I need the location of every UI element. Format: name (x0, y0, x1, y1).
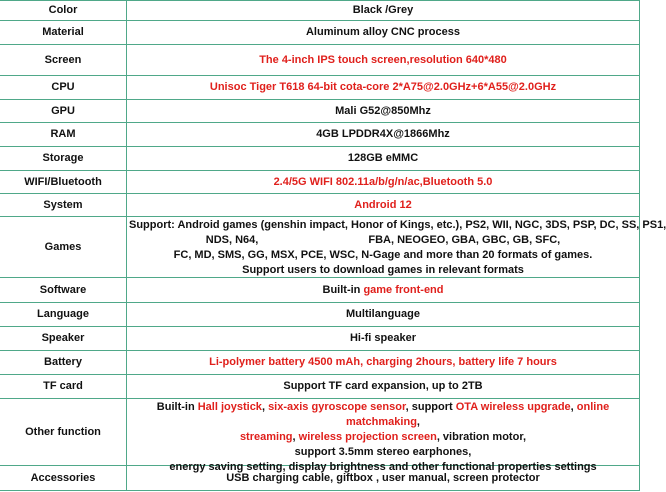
highlighted-text: streaming (239, 430, 293, 443)
text: , (261, 400, 269, 413)
text: Support TF card expansion, up to 2TB (283, 380, 483, 392)
highlighted-text: game front-end (363, 283, 444, 296)
spec-value-line (129, 25, 637, 40)
spec-value (127, 303, 640, 327)
text: , (292, 430, 299, 443)
spec-value (127, 399, 640, 473)
spec-row (0, 399, 640, 466)
spec-row (0, 76, 640, 100)
spec-value-line (129, 151, 637, 166)
text: energy saving setting, display brightness and other functional properties settings (169, 460, 597, 473)
spec-label: Games (0, 217, 127, 278)
text: support 3.5mm stereo earphones, (294, 445, 472, 458)
spec-row (0, 278, 640, 303)
spec-value-line (129, 430, 637, 445)
spec-label: Storage (0, 147, 127, 171)
spec-row (0, 194, 640, 217)
spec-value (127, 194, 640, 217)
highlighted-text: six-axis gyroscope sensor (268, 400, 406, 413)
text: Support users to download games in relevant formats (242, 263, 524, 276)
spec-value-line (129, 53, 637, 68)
highlighted-text: Android 12 (354, 198, 412, 211)
spec-value (127, 45, 640, 76)
text: , support (405, 400, 456, 413)
spec-value-line (129, 3, 637, 18)
spec-value-line (129, 248, 637, 263)
spec-row (0, 1, 640, 21)
text: Multilanguage (346, 308, 420, 320)
text: Built-in (322, 283, 364, 296)
spec-value (127, 217, 666, 278)
highlighted-text: online matchmaking (346, 400, 610, 428)
text: , (416, 415, 420, 428)
spec-value (127, 76, 640, 100)
text: Mali G52@850Mhz (335, 104, 431, 117)
spec-label: Software (0, 278, 127, 303)
spec-value (127, 21, 640, 45)
spec-label: Screen (0, 45, 127, 76)
spec-value-line (129, 104, 637, 119)
highlighted-text: The 4-inch IPS touch screen,resolution 640*480 (259, 53, 507, 66)
text: Support: Android games (genshin impact, Honor of Kings, etc.), PS2, WII, NGC, 3DS, PSP, DC, SS, PS1, (129, 218, 666, 231)
spec-value-line (129, 331, 637, 346)
spec-row (0, 171, 640, 194)
spec-value (127, 351, 640, 375)
spec-row (0, 123, 640, 147)
spec-value-line (129, 355, 637, 370)
spec-row (0, 303, 640, 327)
text: FC, MD, SMS, GG, MSX, PCE, WSC, N-Gage and more than 20 formats of games. (173, 248, 593, 261)
spec-value (127, 171, 640, 194)
spec-value (127, 327, 640, 351)
spec-label: Battery (0, 351, 127, 375)
spec-value-line (129, 175, 637, 190)
highlighted-text: OTA wireless upgrade (455, 400, 571, 413)
text: Hi-fi speaker (349, 332, 417, 344)
highlighted-text: wireless projection screen (298, 430, 437, 443)
text: Black /Grey (352, 4, 414, 16)
text: Built-in (156, 400, 198, 413)
highlighted-text: Li-polymer battery 4500 mAh, charging 2hours, battery life 7 hours (209, 356, 557, 368)
spec-value-line (129, 198, 637, 213)
spec-value-line (129, 445, 637, 460)
spec-label: RAM (0, 123, 127, 147)
highlighted-text: Unisoc Tiger T618 64-bit cota-core 2*A75@2.0GHz+6*A55@2.0GHz (209, 81, 557, 93)
spec-value (127, 123, 640, 147)
spec-row (0, 375, 640, 399)
spec-row (0, 21, 640, 45)
spec-value-line (129, 283, 637, 298)
text: Aluminum alloy CNC process (305, 26, 461, 38)
spec-row (0, 147, 640, 171)
spec-value (127, 100, 640, 123)
spec-value (127, 147, 640, 171)
spec-row (0, 351, 640, 375)
spec-label: CPU (0, 76, 127, 100)
spec-value-line (129, 218, 666, 233)
highlighted-text: Hall joystick (197, 400, 262, 413)
spec-value (127, 375, 640, 399)
text: 4GB LPDDR4X@1866Mhz (316, 128, 450, 140)
spec-row (0, 217, 640, 278)
highlighted-text: 2.4/5G WIFI 802.11a/b/g/n/ac,Bluetooth 5.0 (273, 175, 493, 188)
spec-label: Color (0, 1, 127, 21)
spec-label: Accessories (0, 466, 127, 491)
spec-label: Material (0, 21, 127, 45)
text: 128GB eMMC (347, 152, 419, 164)
spec-value (127, 1, 640, 21)
spec-value (127, 278, 640, 303)
spec-value-line (129, 379, 637, 394)
spec-value-line (129, 233, 637, 248)
text: USB charging cable, giftbox , user manual, screen protector (226, 471, 540, 484)
text: , (570, 400, 577, 413)
spec-label: System (0, 194, 127, 217)
spec-label: Speaker (0, 327, 127, 351)
spec-row (0, 327, 640, 351)
spec-label: Other function (0, 399, 127, 466)
spec-value-line (129, 127, 637, 142)
spec-label: WIFI/Bluetooth (0, 171, 127, 194)
spec-row (0, 45, 640, 76)
spec-row (0, 100, 640, 123)
spec-value-line (129, 307, 637, 322)
spec-value-line (129, 263, 637, 278)
text: NDS, N64, FBA, NEOGEO, GBA, GBC, GB, SFC, (205, 233, 561, 246)
text: , vibration motor, (436, 430, 527, 443)
spec-label: TF card (0, 375, 127, 399)
spec-label: GPU (0, 100, 127, 123)
spec-label: Language (0, 303, 127, 327)
spec-value-line (129, 80, 637, 95)
spec-value-line (129, 400, 637, 430)
